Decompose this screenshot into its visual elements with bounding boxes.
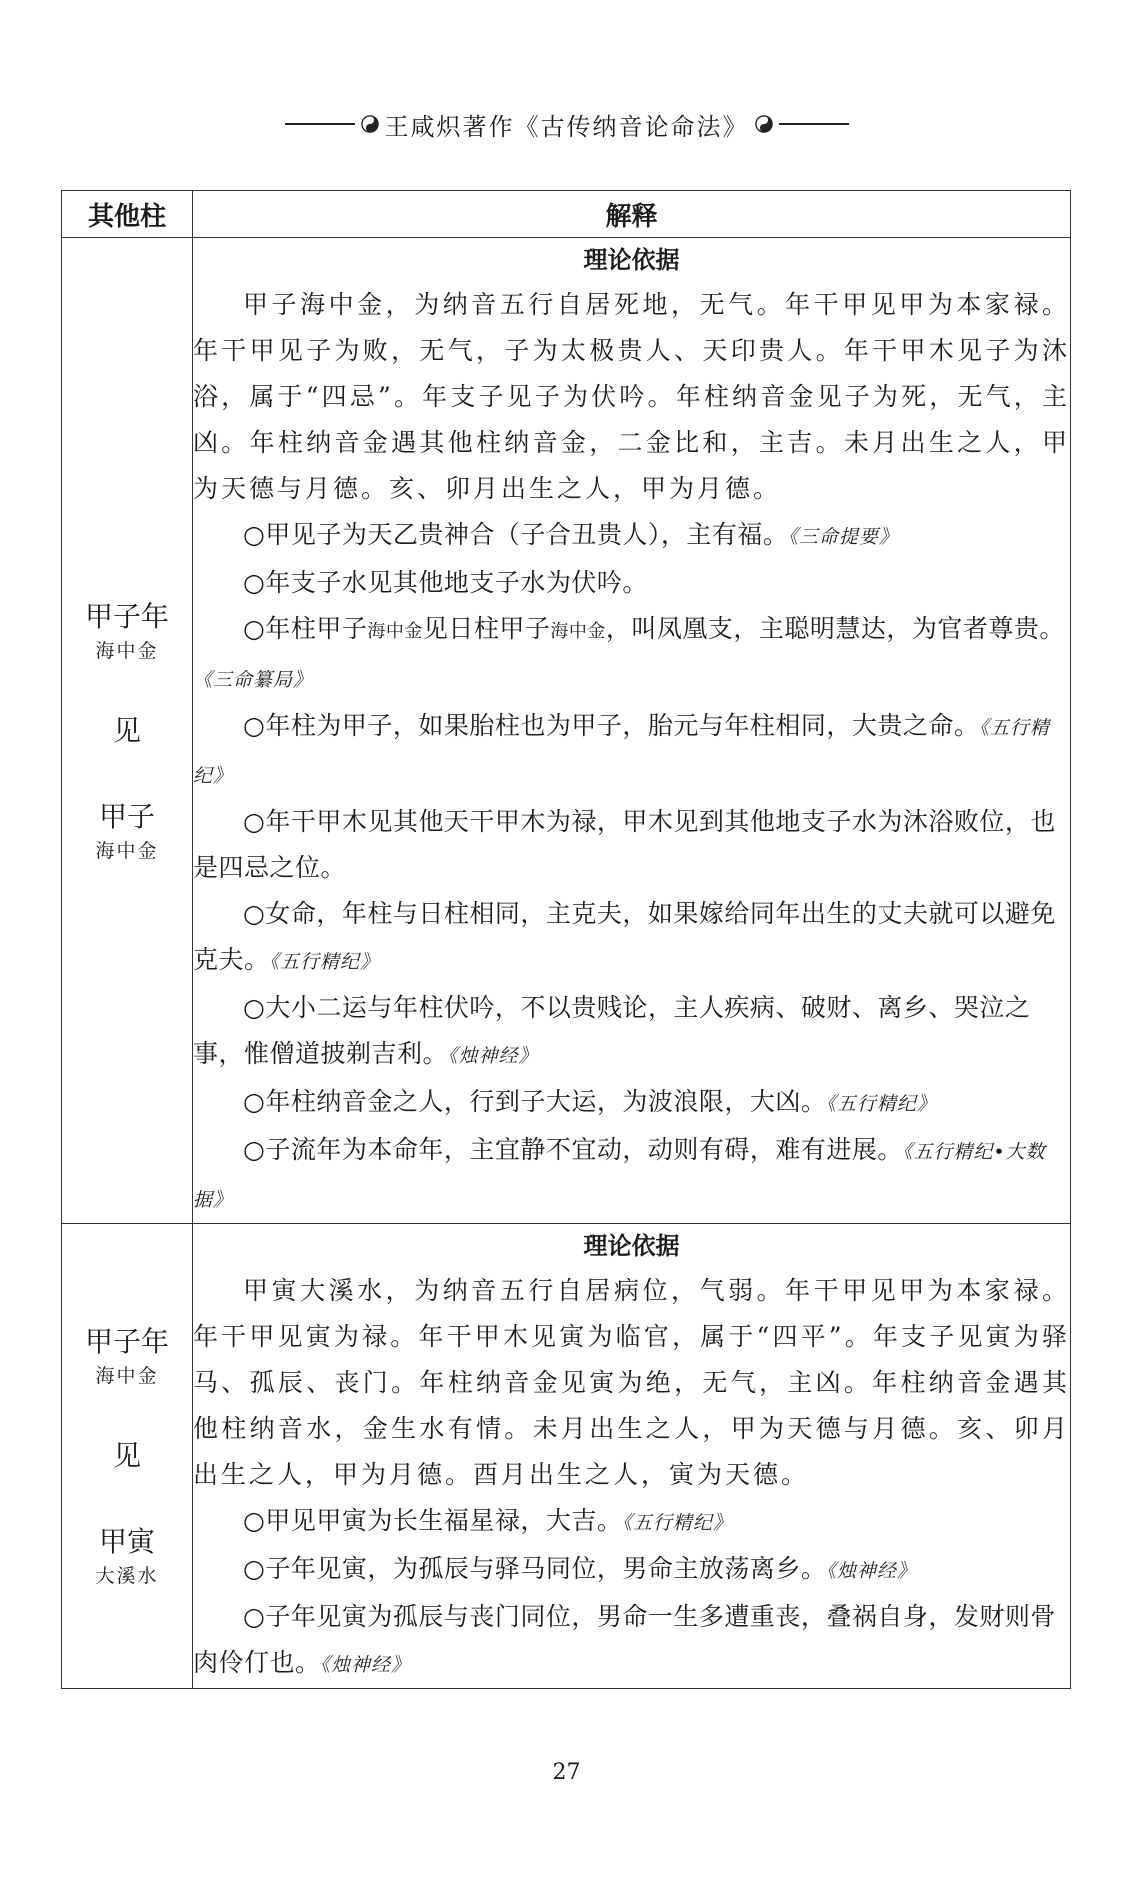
list-item: ○甲见甲寅为长生福星禄，大吉。《五行精纪》	[243, 1506, 733, 1535]
year-pillar: 甲子年	[84, 599, 169, 633]
year-nayin: 海中金	[95, 1365, 159, 1387]
column-header-explanation: 解释	[193, 191, 1071, 238]
meets-label: 见	[112, 713, 141, 747]
list-item: ○年干甲木见其他天干甲木为禄，甲木见到其他地支子水为沐浴败位，也是四忌之位。	[193, 807, 1056, 882]
section-title: 理论依据	[583, 245, 680, 274]
other-nayin: 海中金	[95, 839, 159, 862]
pillar-cell	[62, 1224, 193, 1689]
source-citation: 《烛神经》	[448, 1045, 539, 1067]
header-rule-right	[779, 123, 849, 125]
inline-nayin: 海中金	[550, 621, 606, 642]
table-header-row	[62, 191, 1071, 238]
source-citation: 《三命提要》	[788, 526, 899, 548]
meets-label: 见	[112, 1439, 141, 1472]
explanation-cell	[193, 1224, 1071, 1689]
explanation-cell	[193, 238, 1071, 1224]
list-item: ○年柱甲子海中金见日柱甲子海中金，叫凤凰支，主聪明慧达，为官者尊贵。《三命纂局》	[193, 614, 1065, 691]
yin-yang-icon	[755, 115, 773, 133]
year-nayin: 海中金	[95, 639, 159, 662]
list-item: ○子年见寅，为孤辰与驿马同位，男命主放荡离乡。《烛神经》	[243, 1554, 917, 1583]
source-citation: 《烛神经》	[826, 1560, 917, 1582]
source-citation: 《五行精纪》	[826, 1093, 937, 1115]
list-item: ○子流年为本命年，主宜静不宜动，动则有碍，难有进展。《五行精纪•大数据》	[193, 1135, 1046, 1211]
source-citation: 《烛神经》	[320, 1654, 412, 1676]
pillar-cell	[62, 238, 193, 1224]
list-item: ○年柱纳音金之人，行到子大运，为波浪限，大凶。《五行精纪》	[243, 1087, 937, 1116]
table-row	[62, 238, 1071, 1224]
interpretation-table	[61, 190, 1071, 1689]
page-number: 27	[552, 1760, 581, 1785]
other-pillar: 甲寅	[98, 1525, 155, 1558]
page-header	[0, 104, 1133, 144]
list-item: ○大小二运与年柱伏吟，不以贵贱论，主人疾病、破财、离乡、哭泣之事，惟僧道披剃吉利。《烛神经》	[193, 993, 1031, 1068]
column-header-pillar: 其他柱	[62, 191, 193, 238]
list-item: ○甲见子为天乙贵神合（子合丑贵人），主有福。《三命提要》	[243, 520, 899, 549]
source-citation: 《三命纂局》	[193, 669, 314, 691]
source-citation: 《五行精纪》	[269, 951, 381, 973]
year-pillar: 甲子年	[84, 1325, 169, 1358]
other-nayin: 大溪水	[95, 1565, 159, 1587]
source-citation: 《五行精纪》	[193, 717, 1050, 787]
source-citation: 《五行精纪》	[622, 1512, 733, 1534]
section-title: 理论依据	[583, 1231, 680, 1260]
theory-paragraph: 甲寅大溪水，为纳音五行自居病位，气弱。年干甲见甲为本家禄。年干甲见寅为禄。年干甲木见寅为临官，属于“四平”。年支子见寅为驿马、孤辰、丧门。年柱纳音金见寅为绝，无气，主凶。年柱纳音金遇其他柱纳音水，金生水有情。未月出生之人，甲为天德与月德。亥、卯月出生之人，甲为月德。酉月出生之人，寅为天德。	[193, 1276, 1070, 1489]
theory-paragraph: 甲子海中金，为纳音五行自居死地，无气。年干甲见甲为本家禄。年干甲见子为败，无气，子为太极贵人、天印贵人。年干甲木见子为沐浴，属于“四忌”。年支子见子为伏吟。年柱纳音金见子为死，无气，主凶。年柱纳音金遇其他柱纳音金，二金比和，主吉。未月出生之人，甲为天德与月德。亥、卯月出生之人，甲为月德。	[193, 290, 1070, 503]
source-citation: 《五行精纪•大数据》	[193, 1141, 1046, 1211]
other-pillar: 甲子	[98, 799, 155, 833]
list-item: ○年支子水见其他地支子水为伏吟。	[243, 568, 648, 597]
header-rule-left	[285, 123, 355, 125]
inline-nayin: 海中金	[367, 621, 423, 642]
yin-yang-icon	[361, 115, 379, 133]
header-title: 王咸炽著作《古传纳音论命法》	[384, 112, 749, 141]
list-item: ○年柱为甲子，如果胎柱也为甲子，胎元与年柱相同，大贵之命。《五行精纪》	[193, 711, 1050, 787]
table-row	[62, 1224, 1071, 1689]
list-item: ○女命，年柱与日柱相同，主克夫，如果嫁给同年出生的丈夫就可以避免克夫。《五行精纪》	[193, 899, 1056, 974]
list-item: ○子年见寅为孤辰与丧门同位，男命一生多遭重丧，叠祸自身，发财则骨肉伶仃也。《烛神经》	[193, 1602, 1056, 1677]
